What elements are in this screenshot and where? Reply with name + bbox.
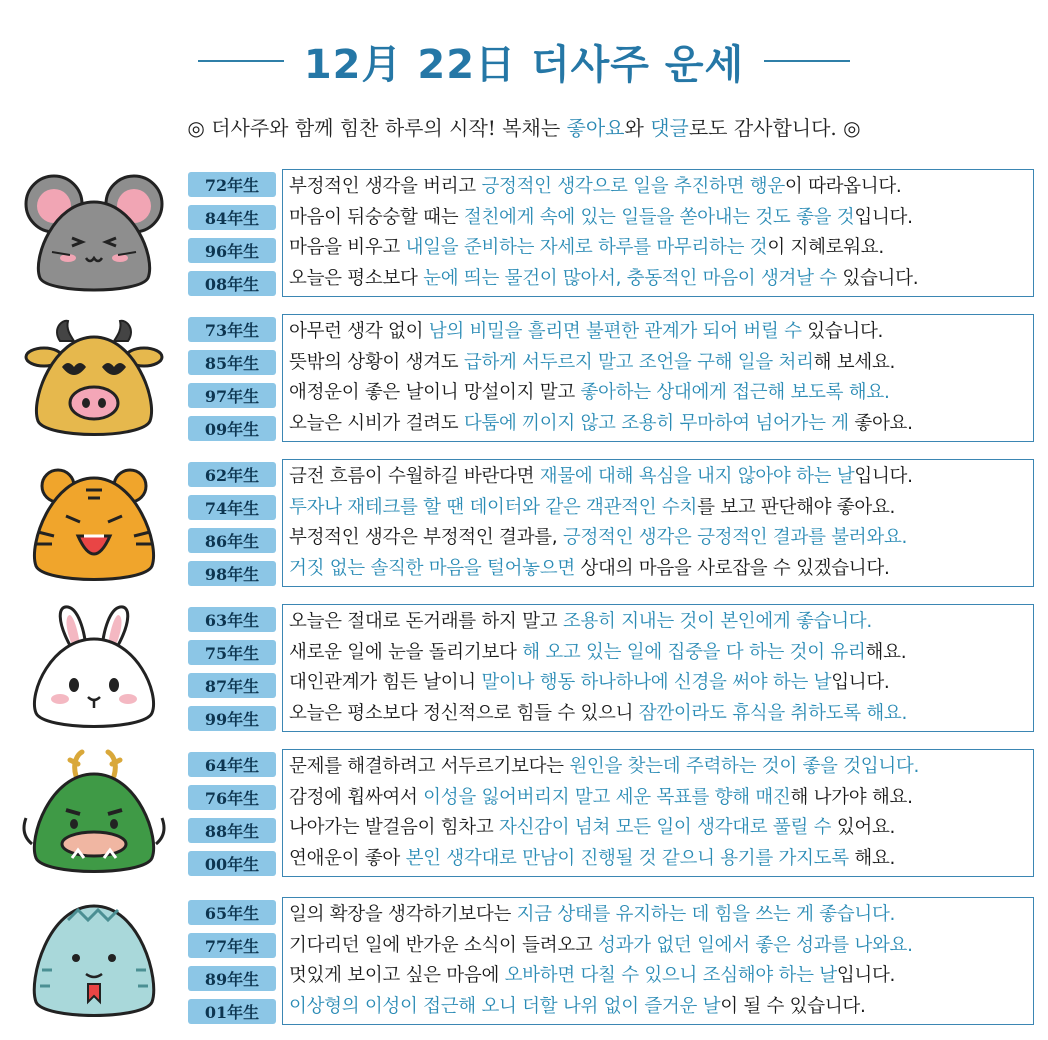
year-badge: 89年生 [188, 966, 276, 991]
fortune-line: 기다리던 일에 반가운 소식이 들려오고 성과가 없던 일에서 좋은 성과를 나와요. [289, 934, 913, 956]
fortune-line: 마음을 비우고 내일을 준비하는 자세로 하루를 마무리하는 것이 지혜로워요. [289, 237, 884, 258]
fortune-line: 아무런 생각 없이 남의 비밀을 흘리면 불편한 관계가 되어 버릴 수 있습니다. [289, 321, 884, 342]
fortune-line: 뜻밖의 상황이 생겨도 급하게 서두르지 말고 조언을 구해 일을 처리해 보세요. [289, 351, 896, 373]
dragon-icon [16, 746, 172, 880]
fortune-box [282, 459, 1034, 587]
year-badge: 09年生 [188, 416, 276, 441]
subtitle-text: ◎ 더사주와 함께 힘찬 하루의 시작! 복채는 [187, 116, 567, 140]
year-badge: 08年生 [188, 271, 276, 296]
year-badge: 63年生 [188, 607, 276, 632]
year-badge: 86年生 [188, 528, 276, 553]
page-subtitle [0, 112, 1048, 141]
fortune-line: 오늘은 시비가 걸려도 다툼에 끼이지 않고 조용히 무마하여 넘어가는 게 좋아요. [289, 412, 913, 434]
year-list [188, 900, 276, 1032]
fortune-line: 일의 확장을 생각하기보다는 지금 상태를 유지하는 데 힘을 쓰는 게 좋습니다. [289, 904, 896, 925]
year-badge: 65年生 [188, 900, 276, 925]
fortune-box [282, 897, 1034, 1025]
year-list [188, 317, 276, 449]
zodiac-row-rabbit [0, 601, 1048, 735]
year-badge: 75年生 [188, 640, 276, 665]
fortune-line: 투자나 재테크를 할 땐 데이터와 같은 객관적인 수치를 보고 판단해야 좋아요. [289, 496, 896, 518]
ox-icon [16, 311, 172, 445]
title-rule-right [764, 60, 850, 62]
fortune-line: 금전 흐름이 수월하길 바란다면 재물에 대해 욕심을 내지 않아야 하는 날입니다. [289, 466, 913, 487]
page-title: 12月 22日 더사주 운세 [303, 41, 745, 88]
year-badge: 77年生 [188, 933, 276, 958]
fortune-line: 대인관계가 힘든 날이니 말이나 행동 하나하나에 신경을 써야 하는 날입니다. [289, 672, 890, 693]
fortune-line: 문제를 해결하려고 서두르기보다는 원인을 찾는데 주력하는 것이 좋을 것입니다. [289, 756, 920, 777]
year-badge: 99年生 [188, 706, 276, 731]
fortune-line: 부정적인 생각은 부정적인 결과를, 긍정적인 생각은 긍정적인 결과를 불러와요. [289, 527, 908, 548]
year-badge: 62年生 [188, 462, 276, 487]
fortune-line: 애정운이 좋은 날이니 망설이지 말고 좋아하는 상대에게 접근해 보도록 해요. [289, 382, 890, 403]
year-badge: 72年生 [188, 172, 276, 197]
title-rule-left [198, 60, 284, 62]
subtitle-text-end: 로도 감사합니다. ◎ [688, 116, 861, 140]
page-header [0, 26, 1048, 96]
fortune-line: 멋있게 보이고 싶은 마음에 오바하면 다칠 수 있으니 조심해야 하는 날입니다. [289, 965, 896, 986]
fortune-line: 오늘은 절대로 돈거래를 하지 말고 조용히 지내는 것이 본인에게 좋습니다. [289, 611, 872, 632]
year-badge: 01年生 [188, 999, 276, 1024]
year-badge: 64年生 [188, 752, 276, 777]
fortune-line: 오늘은 평소보다 눈에 띄는 물건이 많아서, 충동적인 마음이 생겨날 수 있습니다. [289, 267, 919, 289]
year-badge: 74年生 [188, 495, 276, 520]
fortune-line: 마음이 뒤숭숭할 때는 절친에게 속에 있는 일들을 쏟아내는 것도 좋을 것입니다. [289, 206, 913, 228]
fortune-box [282, 169, 1034, 297]
year-badge: 76年生 [188, 785, 276, 810]
fortune-box [282, 749, 1034, 877]
rat-icon [16, 166, 172, 300]
year-list [188, 752, 276, 884]
zodiac-row-dragon [0, 746, 1048, 880]
tiger-icon [16, 456, 172, 590]
year-badge: 88年生 [188, 818, 276, 843]
year-list [188, 172, 276, 304]
year-badge: 87年生 [188, 673, 276, 698]
subtitle-text-mid: 와 [624, 116, 651, 140]
fortune-box [282, 604, 1034, 732]
subtitle-like: 좋아요 [566, 116, 625, 140]
fortune-line: 오늘은 평소보다 정신적으로 힘들 수 있으니 잠깐이라도 휴식을 취하도록 해요. [289, 702, 908, 724]
fortune-box [282, 314, 1034, 442]
year-badge: 96年生 [188, 238, 276, 263]
zodiac-row-rat [0, 166, 1048, 300]
year-badge: 98年生 [188, 561, 276, 586]
fortune-line: 거짓 없는 솔직한 마음을 털어놓으면 상대의 마음을 사로잡을 수 있겠습니다. [289, 557, 890, 579]
year-list [188, 462, 276, 594]
fortune-line: 감정에 휩싸여서 이성을 잃어버리지 말고 세운 목표를 향해 매진해 나가야 해요. [289, 786, 913, 808]
year-badge: 85年生 [188, 350, 276, 375]
fortune-line: 이상형의 이성이 접근해 오니 더할 나위 없이 즐거운 날이 될 수 있습니다. [289, 995, 866, 1017]
zodiac-row-ox [0, 311, 1048, 445]
zodiac-row-tiger [0, 456, 1048, 590]
fortune-line: 연애운이 좋아 본인 생각대로 만남이 진행될 것 같으니 용기를 가지도록 해요. [289, 847, 896, 869]
subtitle-comment: 댓글 [650, 116, 689, 140]
year-list [188, 607, 276, 739]
year-badge: 97年生 [188, 383, 276, 408]
year-badge: 84年生 [188, 205, 276, 230]
fortune-line: 새로운 일에 눈을 돌리기보다 해 오고 있는 일에 집중을 다 하는 것이 유리해요. [289, 641, 907, 663]
rabbit-icon [16, 601, 172, 735]
zodiac-row-snake [0, 894, 1048, 1028]
snake-icon [16, 894, 172, 1028]
year-badge: 00年生 [188, 851, 276, 876]
year-badge: 73年生 [188, 317, 276, 342]
fortune-line: 나아가는 발걸음이 힘차고 자신감이 넘쳐 모든 일이 생각대로 풀릴 수 있어요. [289, 817, 896, 838]
fortune-line: 부정적인 생각을 버리고 긍정적인 생각으로 일을 추진하면 행운이 따라옵니다. [289, 176, 902, 197]
